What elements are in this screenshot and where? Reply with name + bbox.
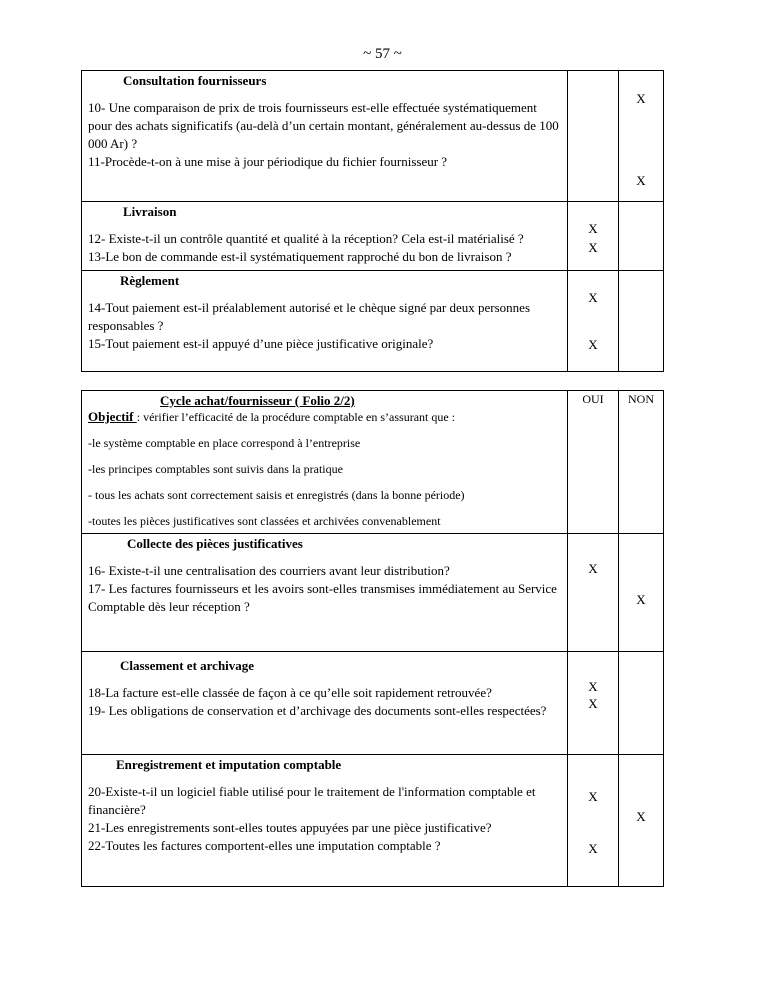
question-cell (82, 652, 568, 755)
section-title: Collecte des pièces justificatives (127, 536, 303, 551)
objective-label: Objectif (88, 409, 137, 424)
question-11: 11-Procède-t-on à une mise à jour périodique du fichier fournisseur ? (88, 154, 448, 169)
question-cell (82, 755, 568, 887)
question-14: 14-Tout paiement est-il préalablement autorisé et le chèque signé par deux personnes responsables ? (88, 300, 531, 333)
question-18: 18-La facture est-elle classée de façon à ce qu’elle soit rapidement retrouvée? (88, 685, 492, 700)
question-cell (82, 534, 568, 652)
question-cell (82, 202, 568, 271)
objective-text: : vérifier l’efficacité de la procédure comptable en s’assurant que : (136, 410, 456, 424)
non-mark: X (636, 592, 646, 607)
oui-cell (568, 534, 619, 652)
control-table-folio-1 (81, 70, 664, 372)
oui-mark: X (588, 789, 598, 804)
question-17: 17- Les factures fournisseurs et les avoirs sont-elles transmises immédiatement au Service Comptable dès leur réception ? (88, 581, 557, 614)
oui-mark: X (588, 240, 598, 255)
objective-bullet: -le système comptable en place correspond à l’entreprise (88, 436, 361, 450)
section-row (82, 71, 664, 202)
column-header-oui: OUI (568, 391, 619, 534)
control-table-folio-2 (81, 390, 664, 887)
non-cell (619, 534, 664, 652)
objective-cell (82, 391, 568, 534)
question-16: 16- Existe-t-il une centralisation des courriers avant leur distribution? (88, 563, 450, 578)
section-title: Enregistrement et imputation comptable (116, 757, 342, 772)
question-12: 12- Existe-t-il un contrôle quantité et qualité à la réception? Cela est-il matérialisé ? (88, 231, 524, 246)
section-title: Règlement (120, 273, 180, 288)
oui-mark: X (588, 221, 598, 236)
objective-bullet: -les principes comptables sont suivis dans la pratique (88, 462, 343, 476)
objective-bullet: -toutes les pièces justificatives sont classées et archivées convenablement (88, 514, 441, 528)
section-row (82, 202, 664, 271)
question-19: 19- Les obligations de conservation et d’archivage des documents sont-elles respectées? (88, 703, 547, 718)
oui-mark: X (588, 337, 598, 352)
objective-line (88, 409, 561, 425)
oui-mark: X (588, 696, 598, 711)
objective-bullet: - tous les achats sont correctement saisis et enregistrés (dans la bonne période) (88, 488, 465, 502)
section-row (82, 534, 664, 652)
section-row (82, 652, 664, 755)
non-cell (619, 652, 664, 755)
non-cell (619, 71, 664, 202)
section-title: Classement et archivage (120, 658, 255, 673)
cycle-title: Cycle achat/fournisseur ( Folio 2/2) (160, 393, 355, 408)
non-mark: X (636, 173, 646, 188)
oui-cell (568, 71, 619, 202)
oui-cell (568, 202, 619, 271)
question-20: 20-Existe-t-il un logiciel fiable utilisé pour le traitement de l'information comptable et financière? (88, 784, 536, 817)
column-header-non: NON (619, 391, 664, 534)
question-22: 22-Toutes les factures comportent-elles une imputation comptable ? (88, 838, 441, 853)
oui-mark: X (588, 841, 598, 856)
oui-cell (568, 755, 619, 887)
objective-row (82, 391, 664, 534)
oui-cell (568, 271, 619, 372)
non-mark: X (636, 809, 646, 824)
non-mark: X (636, 91, 646, 106)
question-15: 15-Tout paiement est-il appuyé d’une pièce justificative originale? (88, 336, 434, 351)
non-cell (619, 202, 664, 271)
section-title: Consultation fournisseurs (123, 73, 267, 88)
oui-mark: X (588, 290, 598, 305)
non-cell (619, 271, 664, 372)
question-13: 13-Le bon de commande est-il systématiquement rapproché du bon de livraison ? (88, 249, 512, 264)
oui-mark: X (588, 679, 598, 694)
section-row (82, 755, 664, 887)
oui-mark: X (588, 561, 598, 576)
question-10: 10- Une comparaison de prix de trois fournisseurs est-elle effectuée systématiquement pour des achats significatifs (au-delà d’un certain montant, généralement au-dessus de 100 000 Ar) ? (88, 100, 559, 151)
page-number: ~ 57 ~ (363, 46, 402, 62)
non-cell (619, 755, 664, 887)
section-row (82, 271, 664, 372)
question-21: 21-Les enregistrements sont-elles toutes appuyées par une pièce justificative? (88, 820, 492, 835)
question-cell (82, 271, 568, 372)
section-title: Livraison (123, 204, 177, 219)
oui-cell (568, 652, 619, 755)
question-cell (82, 71, 568, 202)
